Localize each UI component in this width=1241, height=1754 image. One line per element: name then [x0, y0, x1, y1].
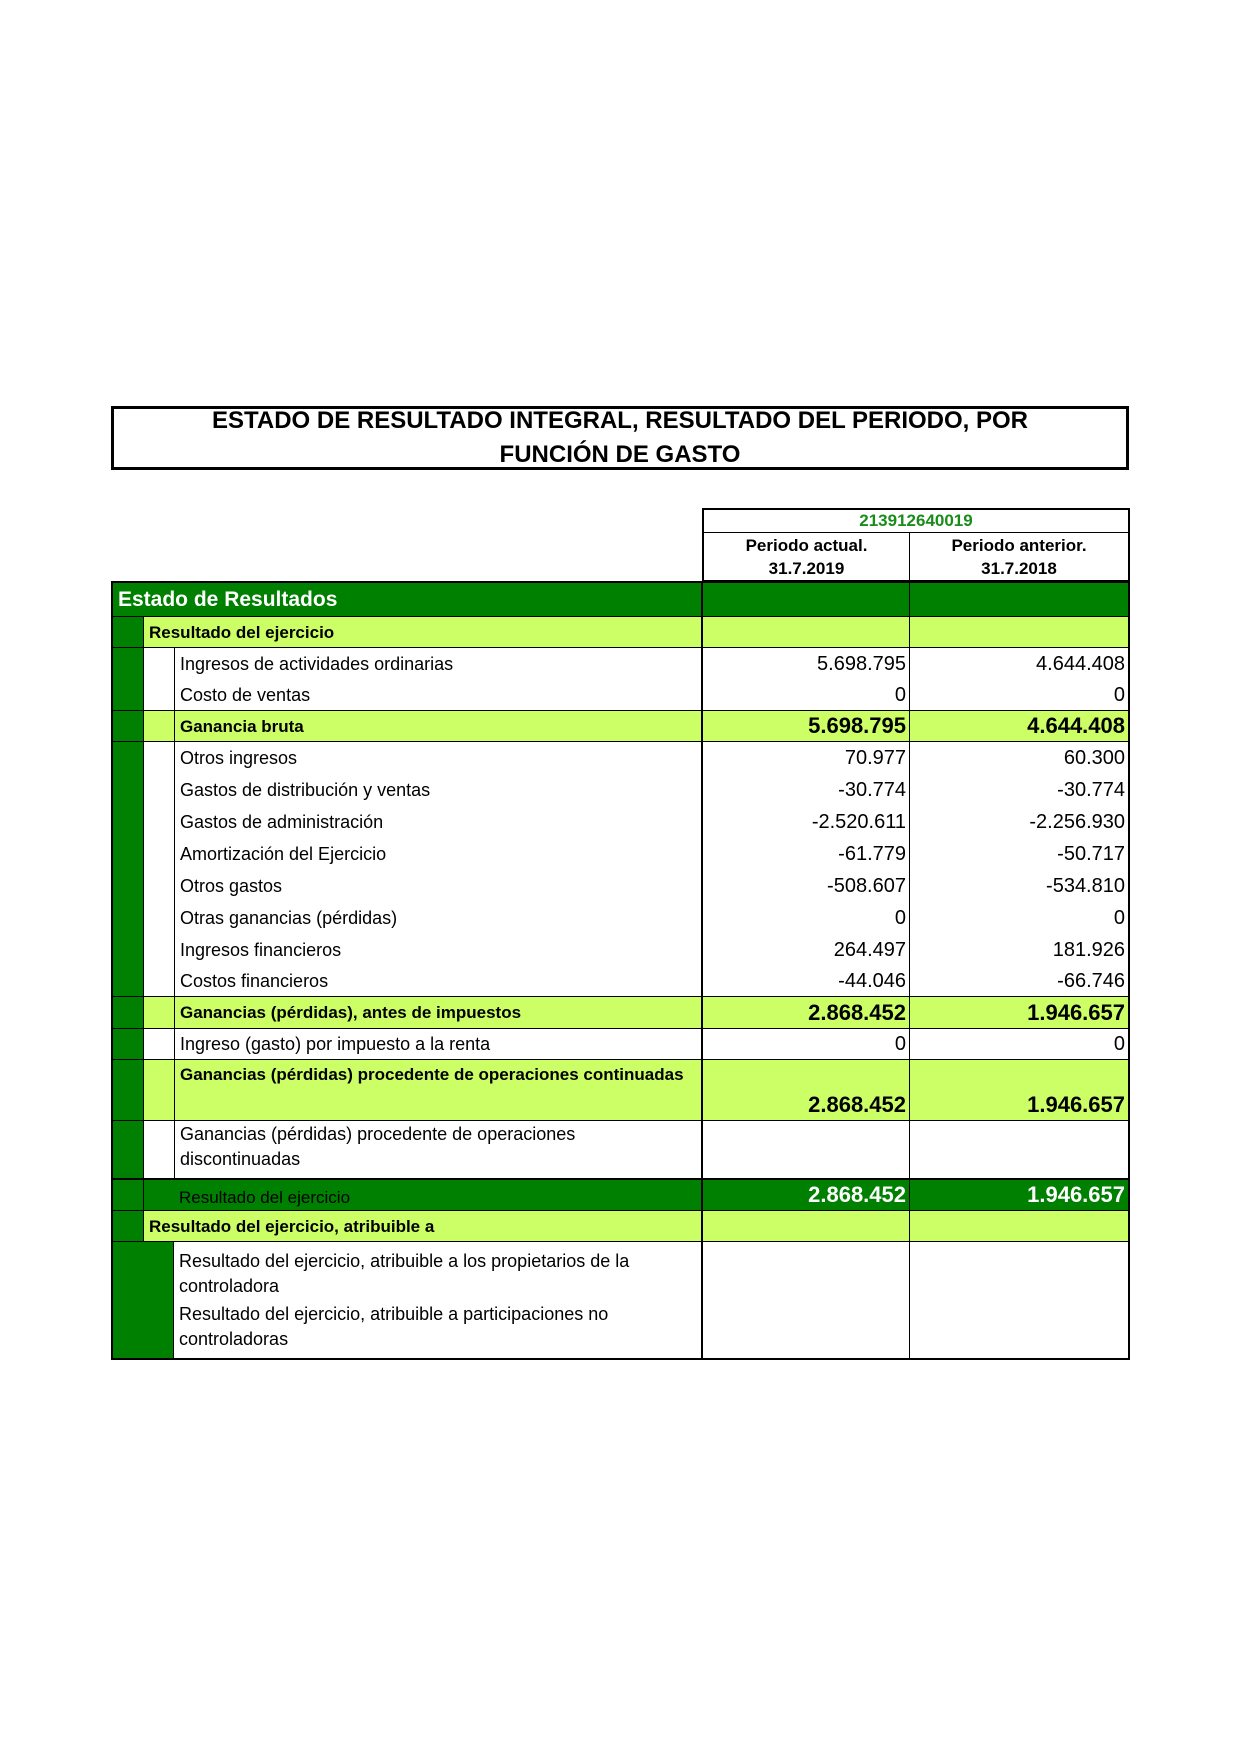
section-header-cell — [909, 583, 1130, 616]
table-row — [111, 1242, 1130, 1301]
statement-title — [111, 406, 1129, 470]
indent-strip — [143, 774, 174, 806]
table-row — [111, 680, 1130, 711]
table-row — [111, 774, 1130, 806]
sub-header-cell — [701, 1211, 909, 1241]
row-current: -508.607 — [701, 870, 909, 902]
row-current: 0 — [701, 902, 909, 934]
row-current — [701, 1121, 909, 1178]
row-label: Otros ingresos — [174, 742, 701, 774]
row-previous: -66.746 — [909, 966, 1130, 996]
indent-strip — [113, 1211, 143, 1241]
table-row — [111, 1029, 1130, 1060]
indent-strip — [113, 997, 143, 1028]
row-current: 5.698.795 — [701, 648, 909, 680]
row-previous: 181.926 — [909, 934, 1130, 966]
row-label: Ganancia bruta — [174, 711, 701, 741]
row-previous: -50.717 — [909, 838, 1130, 870]
row-label: Resultado del ejercicio, atribuible a los propietarios de la controladora — [173, 1242, 701, 1301]
row-current: 0 — [701, 680, 909, 710]
indent-strip — [113, 934, 143, 966]
indent-strip — [143, 1301, 173, 1358]
row-current: 70.977 — [701, 742, 909, 774]
sub-header-label: Resultado del ejercicio — [143, 617, 701, 647]
table-row — [111, 648, 1130, 680]
row-label: Ingreso (gasto) por impuesto a la renta — [174, 1029, 701, 1059]
income-statement-table — [111, 581, 1130, 1360]
column-header-current-date: 31.7.2019 — [768, 559, 845, 578]
total-row — [111, 1180, 1130, 1211]
row-current: 5.698.795 — [701, 711, 909, 741]
subtotal-row — [111, 1060, 1130, 1121]
table-row — [111, 934, 1130, 966]
row-previous: 0 — [909, 1029, 1130, 1059]
subtotal-row — [111, 711, 1130, 742]
row-previous — [909, 1121, 1130, 1178]
column-header-previous-label: Periodo anterior. — [951, 536, 1087, 555]
indent-strip — [143, 1029, 174, 1059]
sub-header-atribuible — [111, 1211, 1130, 1242]
row-label: Gastos de distribución y ventas — [174, 774, 701, 806]
row-current: 2.868.452 — [701, 1060, 909, 1120]
table-row — [111, 1121, 1130, 1180]
indent-strip — [113, 711, 143, 741]
table-row — [111, 870, 1130, 902]
row-previous — [909, 1301, 1130, 1358]
row-label: Gastos de administración — [174, 806, 701, 838]
subtotal-row — [111, 997, 1130, 1029]
indent-strip — [143, 806, 174, 838]
section-header-cell — [701, 583, 909, 616]
row-previous — [909, 1242, 1130, 1301]
sub-header-resultado — [111, 617, 1130, 648]
indent-strip — [113, 1180, 143, 1210]
row-current: -61.779 — [701, 838, 909, 870]
column-header-current — [702, 533, 910, 581]
column-header-previous-date: 31.7.2018 — [981, 559, 1057, 578]
column-header-current-label: Periodo actual. — [745, 536, 868, 555]
row-label: Ganancias (pérdidas) procedente de operaciones continuadas — [174, 1060, 701, 1120]
row-previous: 1.946.657 — [909, 1180, 1130, 1210]
statement-title-line-1: ESTADO DE RESULTADO INTEGRAL, RESULTADO DEL PERIODO, POR — [211, 407, 1029, 434]
row-previous: -2.256.930 — [909, 806, 1130, 838]
indent-strip — [113, 838, 143, 870]
row-label: Otros gastos — [174, 870, 701, 902]
row-label: Otras ganancias (pérdidas) — [174, 902, 701, 934]
row-label: Costo de ventas — [174, 680, 701, 710]
indent-strip — [113, 774, 143, 806]
row-current: -44.046 — [701, 966, 909, 996]
indent-strip — [143, 1121, 174, 1178]
indent-strip — [113, 1060, 143, 1120]
indent-strip — [143, 742, 174, 774]
table-row — [111, 806, 1130, 838]
indent-strip — [143, 966, 174, 996]
indent-strip — [113, 870, 143, 902]
indent-strip — [143, 870, 174, 902]
indent-strip — [143, 711, 174, 741]
column-header-previous — [909, 533, 1130, 581]
section-header-estado — [111, 581, 1130, 617]
table-row — [111, 1301, 1130, 1360]
row-current — [701, 1301, 909, 1358]
indent-strip — [113, 1121, 143, 1178]
indent-strip — [113, 1301, 143, 1358]
indent-strip — [113, 1029, 143, 1059]
statement-title-line-2: FUNCIÓN DE GASTO — [499, 441, 741, 468]
indent-strip — [143, 648, 174, 680]
indent-strip — [143, 902, 174, 934]
row-current — [701, 1242, 909, 1301]
row-label: Costos financieros — [174, 966, 701, 996]
row-previous: -534.810 — [909, 870, 1130, 902]
row-label: Resultado del ejercicio, atribuible a participaciones no controladoras — [173, 1301, 701, 1358]
table-row — [111, 902, 1130, 934]
sub-header-label: Resultado del ejercicio, atribuible a — [143, 1211, 701, 1241]
table-row — [111, 966, 1130, 997]
row-label: Ganancias (pérdidas), antes de impuestos — [174, 997, 701, 1028]
sub-header-cell — [909, 617, 1130, 647]
row-label: Ganancias (pérdidas) procedente de operaciones discontinuadas — [174, 1121, 701, 1178]
row-previous: 4.644.408 — [909, 711, 1130, 741]
row-previous: 1.946.657 — [909, 1060, 1130, 1120]
indent-strip — [143, 838, 174, 870]
entity-id: 213912640019 — [702, 508, 1130, 533]
indent-strip — [113, 680, 143, 710]
indent-strip — [113, 742, 143, 774]
table-row — [111, 838, 1130, 870]
indent-strip — [113, 1242, 143, 1301]
indent-strip — [113, 617, 143, 647]
indent-strip — [143, 1060, 174, 1120]
indent-strip — [143, 997, 174, 1028]
row-current: 2.868.452 — [701, 997, 909, 1028]
table-row — [111, 742, 1130, 774]
indent-strip — [143, 1242, 173, 1301]
indent-strip — [113, 966, 143, 996]
row-current: -30.774 — [701, 774, 909, 806]
sub-header-cell — [909, 1211, 1130, 1241]
section-header-label: Estado de Resultados — [113, 583, 701, 616]
row-previous: -30.774 — [909, 774, 1130, 806]
row-previous: 1.946.657 — [909, 997, 1130, 1028]
row-previous: 60.300 — [909, 742, 1130, 774]
indent-strip — [113, 902, 143, 934]
row-label: Ingresos financieros — [174, 934, 701, 966]
indent-strip — [143, 934, 174, 966]
row-previous: 0 — [909, 902, 1130, 934]
row-current: 2.868.452 — [701, 1180, 909, 1210]
row-label: Ingresos de actividades ordinarias — [174, 648, 701, 680]
indent-strip — [143, 680, 174, 710]
row-current: -2.520.611 — [701, 806, 909, 838]
row-label: Resultado del ejercicio — [143, 1180, 701, 1210]
indent-strip — [113, 648, 143, 680]
row-current: 264.497 — [701, 934, 909, 966]
row-previous: 4.644.408 — [909, 648, 1130, 680]
indent-strip — [113, 806, 143, 838]
row-previous: 0 — [909, 680, 1130, 710]
row-current: 0 — [701, 1029, 909, 1059]
row-label: Amortización del Ejercicio — [174, 838, 701, 870]
sub-header-cell — [701, 617, 909, 647]
